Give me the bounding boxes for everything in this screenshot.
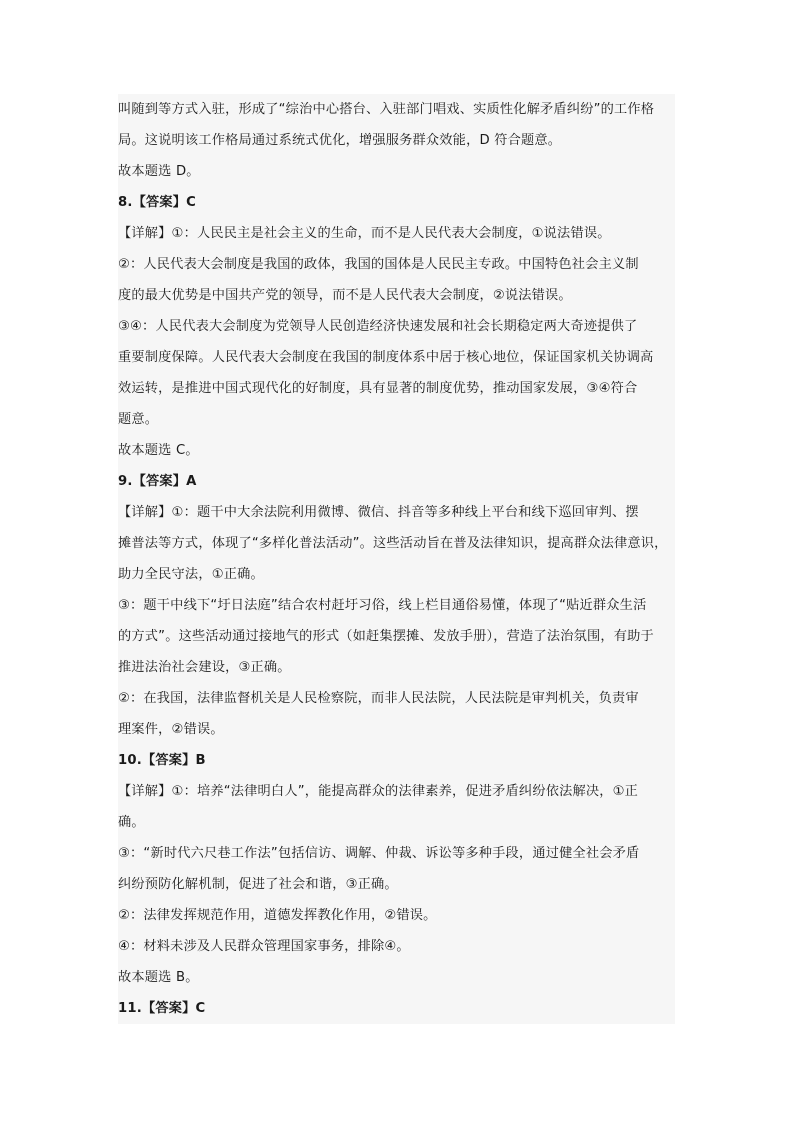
text-line: 度的最大优势是中国共产党的领导，而不是人民代表大会制度，②说法错误。 [118, 288, 572, 303]
text-line: 故本题选 C。 [118, 443, 199, 458]
text-line: 的方式”。这些活动通过接地气的形式（如赶集摆摊、发放手册），营造了法治氛围，有助于 [118, 629, 654, 644]
text-line: 【详解】①：培养“法律明白人”，能提高群众的法律素养，促进矛盾纠纷依法解决，①正 [118, 784, 639, 799]
text-line: 重要制度保障。人民代表大会制度在我国的制度体系中居于核心地位，保证国家机关协调高 [118, 350, 654, 365]
answer-heading: 9.【答案】A [118, 474, 197, 489]
text-line: 理案件，②错误。 [118, 722, 224, 737]
text-line: 推进法治社会建设，③正确。 [118, 660, 291, 675]
answer-heading: 8.【答案】C [118, 195, 197, 210]
text-line: 确。 [118, 815, 145, 830]
text-line: 纠纷预防化解机制，促进了社会和谐，③正确。 [118, 877, 398, 892]
text-line: ③：题干中线下“圩日法庭”结合农村赶圩习俗，线上栏目通俗易懂，体现了“贴近群众生活 [118, 598, 647, 613]
text-line: 【详解】①：人民民主是社会主义的生命，而不是人民代表大会制度，①说法错误。 [118, 226, 611, 241]
text-line: ②：法律发挥规范作用，道德发挥教化作用，②错误。 [118, 908, 437, 923]
answer-heading: 10.【答案】B [118, 753, 206, 768]
text-line: ②：在我国，法律监督机关是人民检察院，而非人民法院，人民法院是审判机关，负责审 [118, 691, 639, 706]
text-line: 故本题选 B。 [118, 970, 199, 985]
text-line: 【详解】①：题干中大余法院利用微博、微信、抖音等多种线上平台和线下巡回审判、摆 [118, 505, 639, 520]
text-line: ②：人民代表大会制度是我国的政体，我国的国体是人民民主专政。中国特色社会主义制 [118, 257, 639, 272]
document-page [118, 94, 675, 1024]
text-line: 题意。 [118, 412, 159, 427]
text-line: ③：“新时代六尺巷工作法”包括信访、调解、仲裁、诉讼等多种手段，通过健全社会矛盾 [118, 846, 640, 861]
text-line: 故本题选 D。 [118, 164, 200, 179]
text-line: 叫随到等方式入驻，形成了“综治中心搭台、入驻部门唱戏、实质性化解矛盾纠纷”的工作格 [118, 102, 655, 117]
answer-heading: 11.【答案】C [118, 1001, 206, 1016]
text-line: ④：材料未涉及人民群众管理国家事务，排除④。 [118, 939, 410, 954]
text-line: 效运转，是推进中国式现代化的好制度，具有显著的制度优势，推动国家发展，③④符合 [118, 381, 638, 396]
text-line: 助力全民守法，①正确。 [118, 567, 264, 582]
text-line: 局。这说明该工作格局通过系统式优化，增强服务群众效能，D 符合题意。 [118, 133, 562, 148]
text-line: 摊普法等方式，体现了“多样化普法活动”。这些活动旨在普及法律知识，提高群众法律意识， [118, 536, 668, 551]
text-line: ③④：人民代表大会制度为党领导人民创造经济快速发展和社会长期稳定两大奇迹提供了 [118, 319, 638, 334]
